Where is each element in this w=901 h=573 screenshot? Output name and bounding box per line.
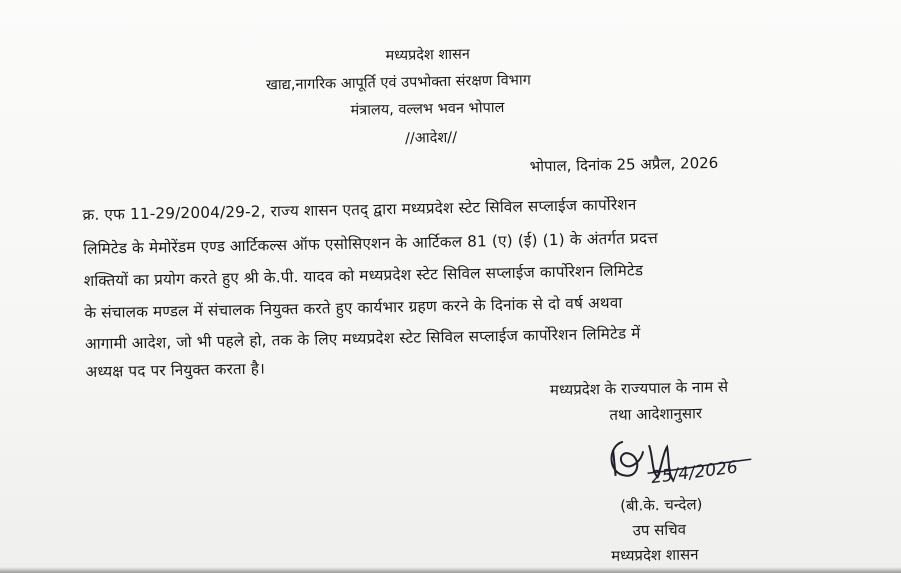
handwritten-signature <box>601 429 782 502</box>
header-ministry: मंत्रालय, वल्लभ भवन भोपाल <box>350 99 505 119</box>
body-line-4: के संचालक मण्डल में संचालक नियुक्त करते हुए कार्यभार ग्रहण करने के दिनांक से दो वर्ष अथवा <box>84 293 623 323</box>
handwritten-date: 25/4/2026 <box>649 457 739 489</box>
closing-line-2: तथा आदेशानुसार <box>609 404 703 424</box>
signatory-designation: उप सचिव <box>632 520 687 540</box>
signatory-office: मध्यप्रदेश शासन <box>610 545 699 565</box>
body-line-6: अध्यक्ष पद पर नियुक्त करता है। <box>85 359 266 382</box>
body-line-1: क्र. एफ 11-29/2004/29-2, राज्य शासन एतद् द्वारा मध्यप्रदेश स्टेट सिविल सप्लाईज कार्पोरेशन <box>82 195 637 225</box>
header-government: मध्यप्रदेश शासन <box>385 46 471 65</box>
header-department: खाद्य,नागरिक आपूर्ति एवं उपभोक्ता संरक्षण विभाग <box>265 72 531 94</box>
place-date: भोपाल, दिनांक 25 अप्रैल, 2026 <box>529 153 719 176</box>
signatory-name: (बी.के. चन्देल) <box>620 495 703 515</box>
closing-line-1: मध्यप्रदेश के राज्यपाल के नाम से <box>549 377 729 400</box>
body-line-5: आगामी आदेश, जो भी पहले हो, तक के लिए मध्यप्रदेश स्टेट सिविल सप्लाईज कार्पोरेशन लिमिटेड में <box>84 324 641 354</box>
body-line-2: लिमिटेड के मेमोरेंडम एण्ड आर्टिकल्स ऑफ एसोसिएशन के आर्टिकल 81 (ए) (ई) (1) के अंतर्गत प्रदत्त <box>82 229 659 259</box>
page-edge-shadow <box>0 567 901 573</box>
order-title: //आदेश// <box>404 129 458 147</box>
body-line-3: शक्तियों का प्रयोग करते हुए श्री के.पी. यादव को मध्यप्रदेश स्टेट सिविल सप्लाईज कार्पोरेशन लिमिटेड <box>83 261 644 291</box>
